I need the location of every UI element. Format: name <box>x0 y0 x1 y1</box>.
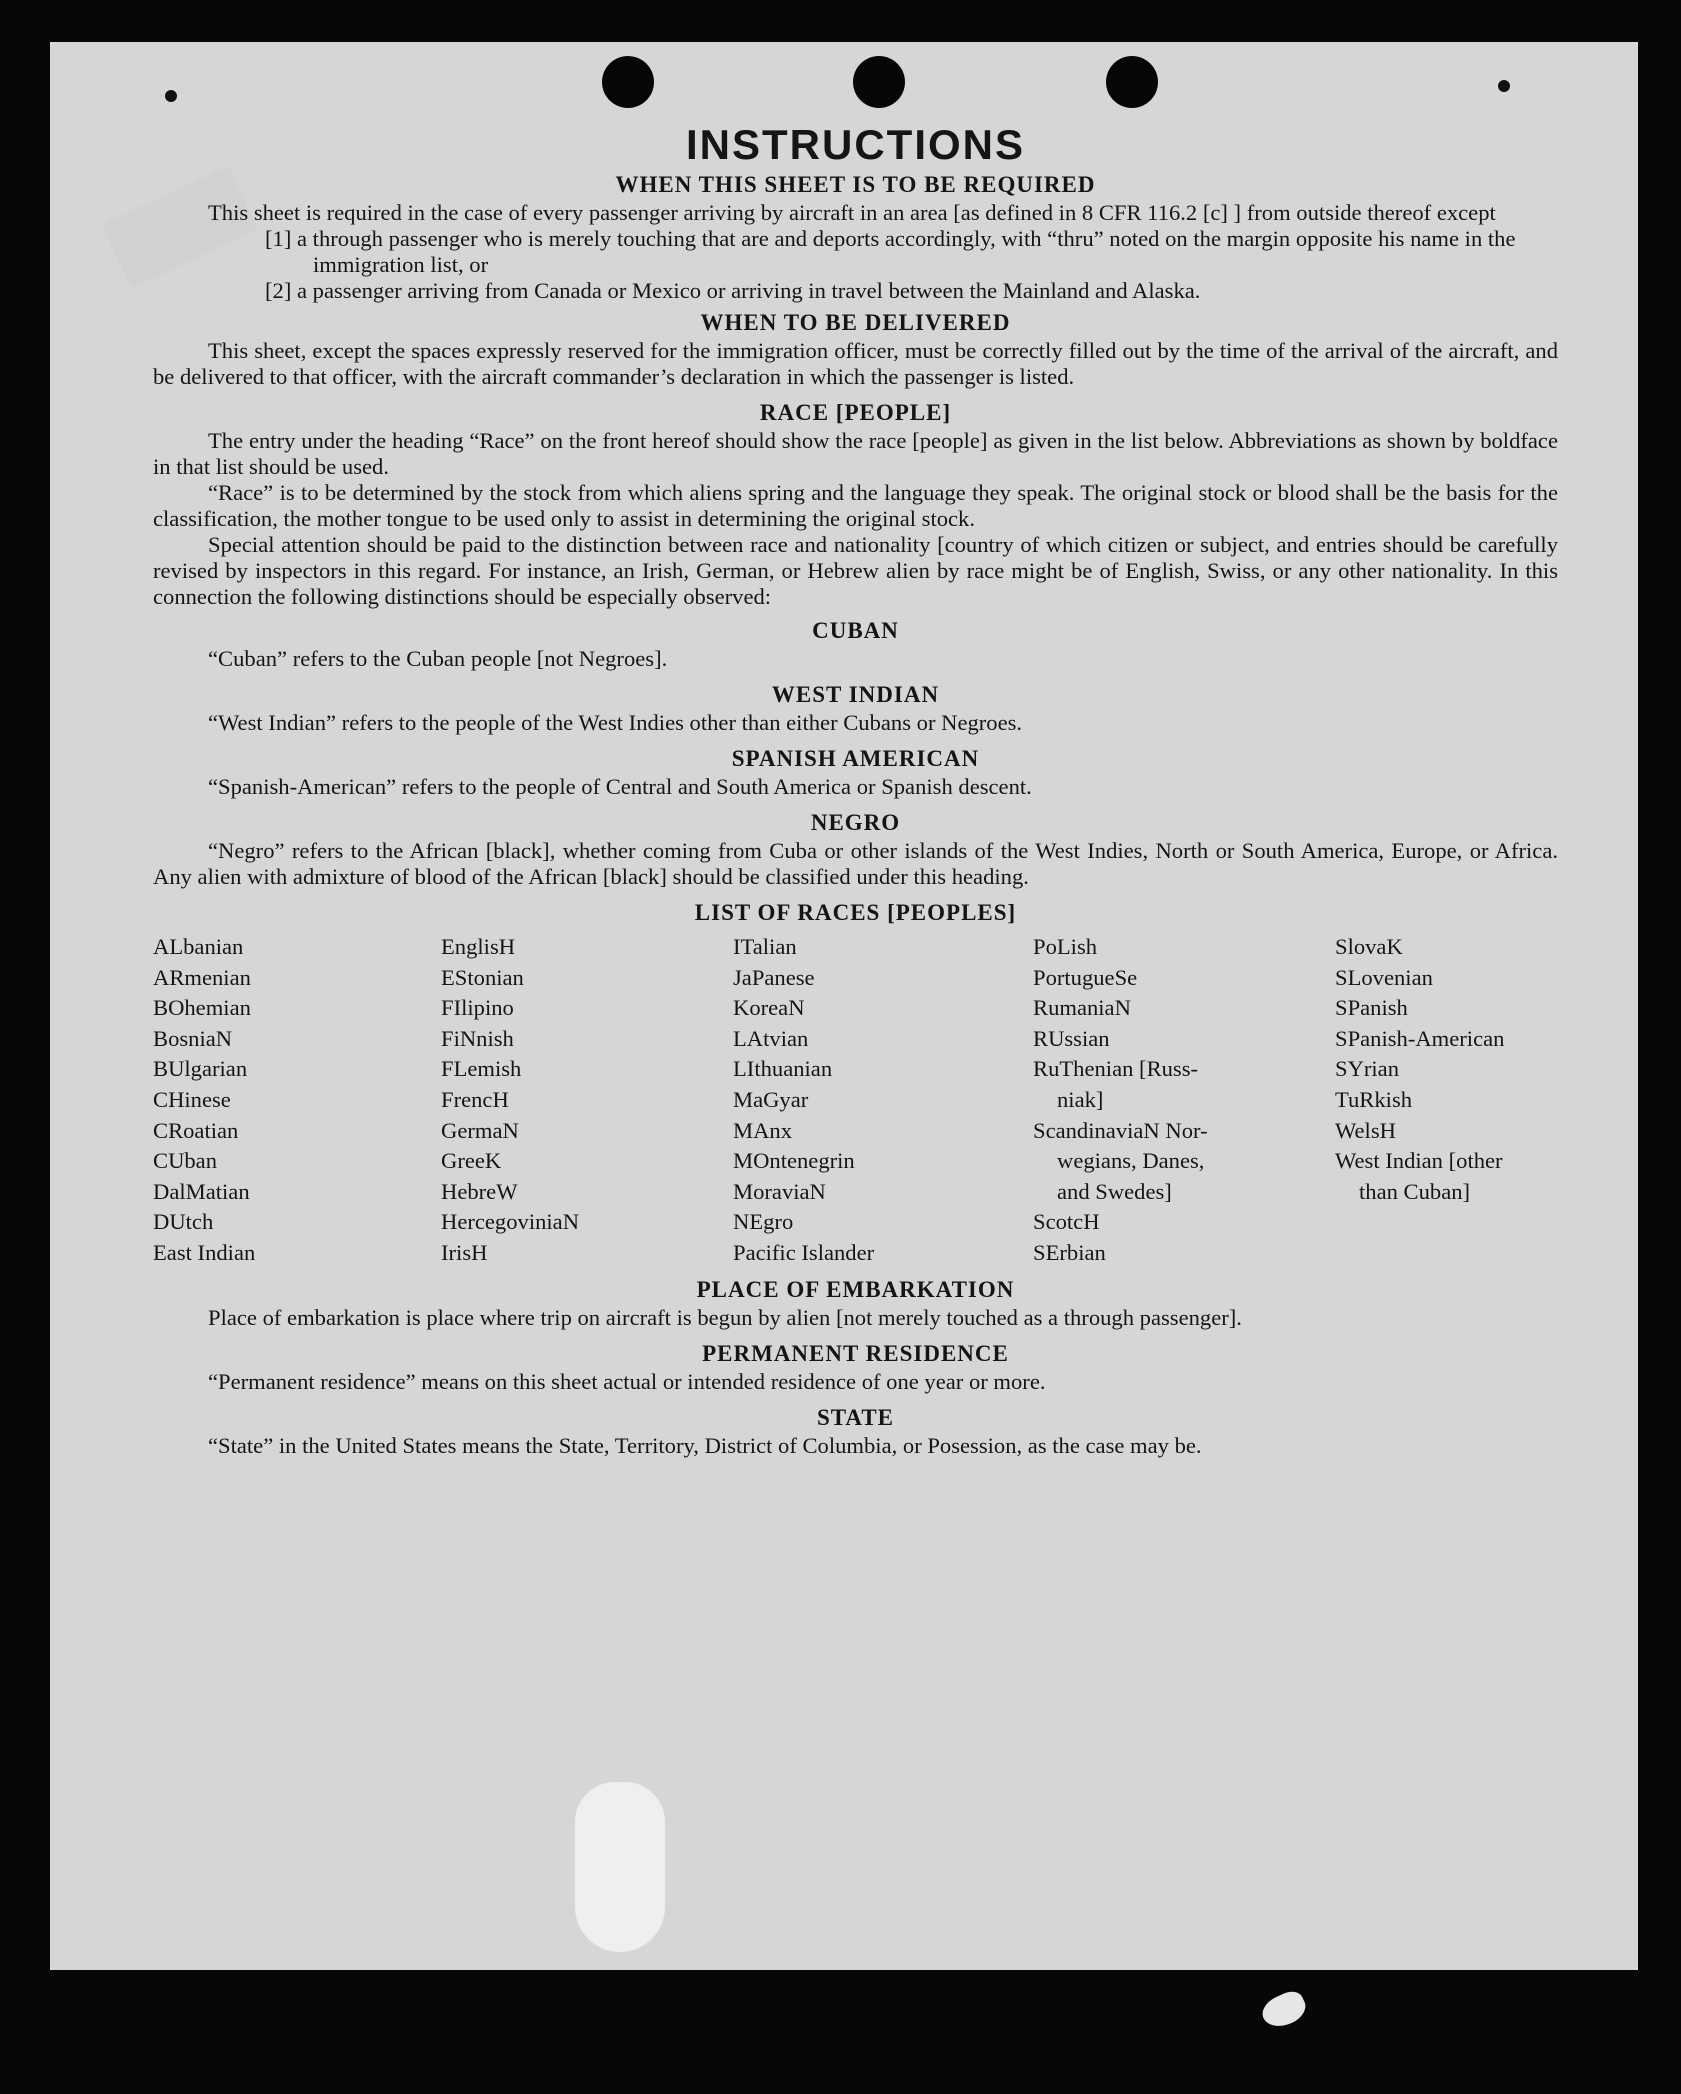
punch-hole-right <box>1106 56 1158 108</box>
race-entry: SLovenian <box>1335 964 1433 990</box>
torn-blot <box>575 1782 665 1952</box>
heading-cuban: CUBAN <box>812 618 899 643</box>
race-entry: RumaniaN <box>1033 995 1131 1021</box>
race-entry: DUtch <box>153 1209 214 1235</box>
when-required-item-1: [1] a through passenger who is merely touching that are and deports accordingly, with “thru” noted on the margin opposite his name in the immigration list, or <box>265 226 1516 277</box>
page-title: INSTRUCTIONS <box>686 121 1025 168</box>
when-required-intro: This sheet is required in the case of every passenger arriving by aircraft in an area [as defined in 8 CFR 116.2 [c] ] from outside thereof except <box>208 200 1496 225</box>
heading-embarkation: PLACE OF EMBARKATION <box>696 1276 1015 1302</box>
race-entry-continued: than Cuban] <box>1359 1178 1471 1204</box>
race-list <box>153 932 1558 1269</box>
race-entry-continued: wegians, Danes, <box>1057 1148 1205 1174</box>
race-column-5 <box>1335 932 1558 1269</box>
race-entry: MOntenegrin <box>733 1148 855 1174</box>
race-entry: MoraviaN <box>733 1178 826 1204</box>
race-entry: FiNnish <box>441 1025 514 1051</box>
race-column-4 <box>1033 932 1335 1269</box>
race-entry-continued: niak] <box>1057 1086 1104 1112</box>
embarkation-text: Place of embarkation is place where trip on aircraft is begun by alien [not merely touched as a through passenger]. <box>208 1304 1242 1330</box>
race-entry: NEgro <box>733 1209 794 1235</box>
race-entry: SYrian <box>1335 1056 1400 1082</box>
race-entry: PortugueSe <box>1033 964 1138 990</box>
race-paragraph-1: The entry under the heading “Race” on the front hereof should show the race [people] as given in the list below. Abbreviations as shown by boldface in that list should be used. <box>153 428 1558 479</box>
race-entry: CUban <box>153 1148 218 1174</box>
race-paragraph-3: Special attention should be paid to the distinction between race and nationality [country of which citizen or subject, and entries should be carefully revised by inspectors in this regard. For instance, an Irish, German, or Hebrew alien by race might be of English, Swiss, or any other nationality. In this connection the following distinctions should be especially observed: <box>153 532 1558 609</box>
when-required-item-2: [2] a passenger arriving from Canada or Mexico or arriving in travel between the Mainland and Alaska. <box>265 278 1201 303</box>
heading-when-required: WHEN THIS SHEET IS TO BE REQUIRED <box>615 172 1096 197</box>
heading-race: RACE [PEOPLE] <box>759 400 952 425</box>
race-entry: EStonian <box>441 964 524 990</box>
race-entry: FIlipino <box>441 995 514 1021</box>
race-entry: GermaN <box>441 1117 519 1143</box>
race-entry: SPanish <box>1335 995 1408 1021</box>
heading-negro: NEGRO <box>810 810 901 835</box>
race-entry: MaGyar <box>733 1086 809 1112</box>
heading-when-delivered: WHEN TO BE DELIVERED <box>700 310 1011 335</box>
document-sheet <box>50 42 1638 1970</box>
race-entry: RuThenian [Russ- <box>1033 1056 1199 1082</box>
race-entry: ITalian <box>733 934 797 959</box>
race-entry: FrencH <box>441 1086 509 1112</box>
race-entry: GreeK <box>441 1148 502 1174</box>
punch-hole-center <box>853 56 905 108</box>
heading-spanish-american: SPANISH AMERICAN <box>731 746 980 771</box>
race-column-2 <box>441 932 733 1269</box>
cuban-text: “Cuban” refers to the Cuban people [not Negroes]. <box>208 646 668 671</box>
race-entry: WelsH <box>1335 1117 1396 1143</box>
race-entry: SPanish-American <box>1335 1025 1505 1051</box>
race-entry: CHinese <box>153 1086 231 1112</box>
race-entry-continued: and Swedes] <box>1057 1178 1172 1204</box>
race-column-1 <box>153 932 441 1269</box>
heading-list-of-races: LIST OF RACES [PEOPLES] <box>694 900 1017 925</box>
race-entry: IrisH <box>441 1239 488 1265</box>
permanent-residence-text: “Permanent residence” means on this sheet actual or intended residence of one year or more. <box>208 1368 1046 1394</box>
race-entry: LIthuanian <box>733 1056 833 1082</box>
when-delivered-text: This sheet, except the spaces expressly reserved for the immigration officer, must be correctly filled out by the time of the arrival of the aircraft, and be delivered to that officer, with the aircraft commander’s declaration in which the passenger is listed. <box>153 338 1558 389</box>
heading-state: STATE <box>816 1404 894 1430</box>
race-entry: CRoatian <box>153 1117 239 1143</box>
race-entry: DalMatian <box>153 1178 250 1204</box>
spanish-american-text: “Spanish-American” refers to the people of Central and South America or Spanish descent. <box>208 774 1032 799</box>
ink-speck <box>1498 80 1510 92</box>
race-entry: SErbian <box>1033 1239 1106 1265</box>
race-entry: BOhemian <box>153 995 251 1021</box>
race-entry: SlovaK <box>1335 934 1403 959</box>
bottom-paper-fleck <box>1258 1987 1311 2033</box>
race-entry: ARmenian <box>153 964 251 990</box>
race-entry: ALbanian <box>153 934 244 959</box>
race-entry: JaPanese <box>733 964 815 990</box>
race-column-3 <box>733 932 1033 1269</box>
race-entry: HebreW <box>441 1178 518 1204</box>
race-entry: MAnx <box>733 1117 792 1143</box>
punch-hole-left <box>602 56 654 108</box>
race-entry: EnglisH <box>441 934 516 959</box>
heading-permanent-residence: PERMANENT RESIDENCE <box>702 1340 1009 1366</box>
heading-west-indian: WEST INDIAN <box>771 682 940 707</box>
ink-speck <box>165 90 177 102</box>
race-entry: TuRkish <box>1335 1086 1413 1112</box>
race-entry: Pacific Islander <box>733 1239 875 1265</box>
race-paragraph-2: “Race” is to be determined by the stock from which aliens spring and the language they speak. The original stock or blood shall be the basis for the classification, the mother tongue to be used only to assist in determining the original stock. <box>153 480 1558 531</box>
race-entry: West Indian [other <box>1335 1148 1503 1174</box>
race-entry: RUssian <box>1033 1025 1110 1051</box>
race-entry: ScandinaviaN Nor- <box>1033 1117 1208 1143</box>
race-entry: KoreaN <box>733 995 805 1021</box>
race-entry: East Indian <box>153 1239 256 1265</box>
west-indian-text: “West Indian” refers to the people of the West Indies other than either Cubans or Negroes. <box>208 710 1023 735</box>
instructions-content <box>153 120 1558 1459</box>
race-entry: ScotcH <box>1033 1209 1100 1235</box>
race-entry: PoLish <box>1033 934 1098 959</box>
race-entry: BosniaN <box>153 1025 233 1051</box>
state-text: “State” in the United States means the State, Territory, District of Columbia, or Posession, as the case may be. <box>208 1432 1202 1458</box>
race-entry: FLemish <box>441 1056 522 1082</box>
race-entry: HercegoviniaN <box>441 1209 580 1235</box>
race-entry: BUlgarian <box>153 1056 248 1082</box>
race-entry: LAtvian <box>733 1025 809 1051</box>
negro-text: “Negro” refers to the African [black], whether coming from Cuba or other islands of the West Indies, North or South America, Europe, or Africa. Any alien with admixture of blood of the African [black] should be classified under this heading. <box>153 838 1558 889</box>
